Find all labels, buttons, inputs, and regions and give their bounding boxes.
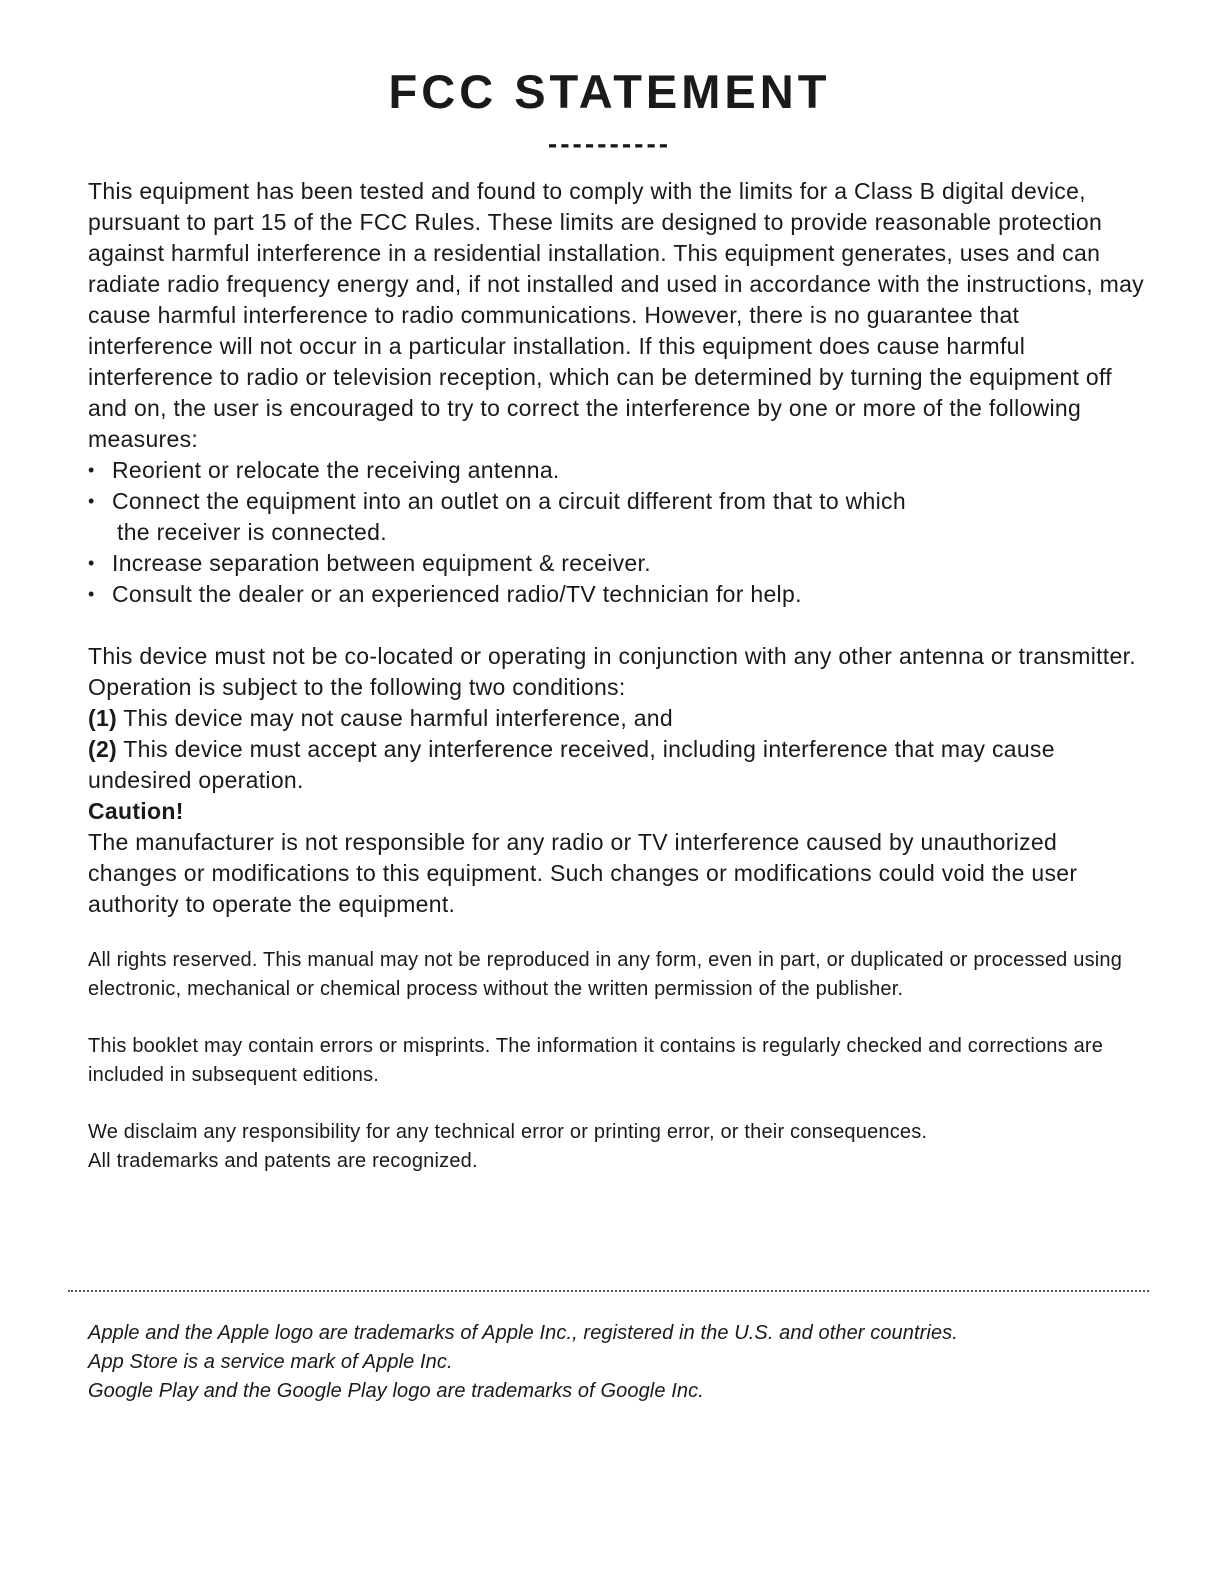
condition-text: This device must accept any interference received, including interference that may cause undesired operation. (88, 736, 1055, 793)
conditions-lead: Operation is subject to the following two conditions: (88, 674, 626, 700)
colocation-paragraph: This device must not be co-located or operating in conjunction with any other antenna or transmitter. (88, 643, 1136, 669)
list-item (88, 455, 1148, 486)
condition-label: (2) (88, 736, 118, 762)
measure-text-continuation: the receiver is connected. (117, 519, 387, 545)
condition-label: (1) (88, 705, 118, 731)
dotted-divider (68, 1290, 1149, 1292)
errors-paragraph: This booklet may contain errors or misprints. The information it contains is regularly checked and corrections are included in subsequent editions. (88, 1035, 1104, 1086)
measure-text: Increase separation between equipment & receiver. (112, 550, 651, 576)
list-item (88, 579, 1148, 610)
bullet-icon: • (88, 460, 95, 480)
page-title: FCC STATEMENT (388, 65, 831, 118)
condition-text: This device may not cause harmful interference, and (117, 705, 673, 731)
disclaim-paragraph: We disclaim any responsibility for any technical error or printing error, or their consequences. (88, 1121, 928, 1143)
measure-text: Reorient or relocate the receiving antenna. (112, 457, 560, 483)
google-trademark: Google Play and the Google Play logo are trademarks of Google Inc. (88, 1380, 704, 1402)
measure-text: Connect the equipment into an outlet on a circuit different from that to which (112, 488, 906, 514)
title-underline-dashes: ---------- (547, 128, 672, 159)
trademarks-recognized: All trademarks and patents are recognized. (88, 1150, 478, 1172)
list-item (88, 548, 1148, 579)
app-store-trademark: App Store is a service mark of Apple Inc. (88, 1351, 453, 1373)
statement-body (88, 176, 1148, 1176)
caution-heading: Caution! (88, 798, 184, 824)
measures-list (88, 455, 1148, 610)
apple-trademark: Apple and the Apple logo are trademarks of Apple Inc., registered in the U.S. and other countries. (88, 1322, 958, 1344)
legal-notices (88, 946, 1148, 1176)
rights-paragraph: All rights reserved. This manual may not be reproduced in any form, even in part, or duplicated or processed using electronic, mechanical or chemical process without the written permission of the publisher. (88, 949, 1123, 1000)
condition-item (88, 703, 1148, 734)
trademark-notices (88, 1319, 1148, 1406)
list-item (88, 486, 1148, 548)
caution-text: The manufacturer is not responsible for any radio or TV interference caused by unauthorized changes or modifications to this equipment. Such changes or modifications could void the user authority to operate the equipment. (88, 829, 1078, 917)
bullet-icon: • (88, 584, 95, 604)
bullet-icon: • (88, 553, 95, 573)
measure-text: Consult the dealer or an experienced radio/TV technician for help. (112, 581, 802, 607)
bullet-icon: • (88, 491, 95, 511)
condition-item (88, 734, 1148, 796)
intro-paragraph: This equipment has been tested and found to comply with the limits for a Class B digital device, pursuant to part 15 of the FCC Rules. These limits are designed to provide reasonable protection against harmful interference in a residential installation. This equipment generates, uses and can radiate radio frequency energy and, if not installed and used in accordance with the instructions, may cause harmful interference to radio communications. However, there is no guarantee that interference will not occur in a particular installation. If this equipment does cause harmful interference to radio or television reception, which can be determined by turning the equipment off and on, the user is encouraged to try to correct the interference by one or more of the following measures: (88, 178, 1144, 452)
